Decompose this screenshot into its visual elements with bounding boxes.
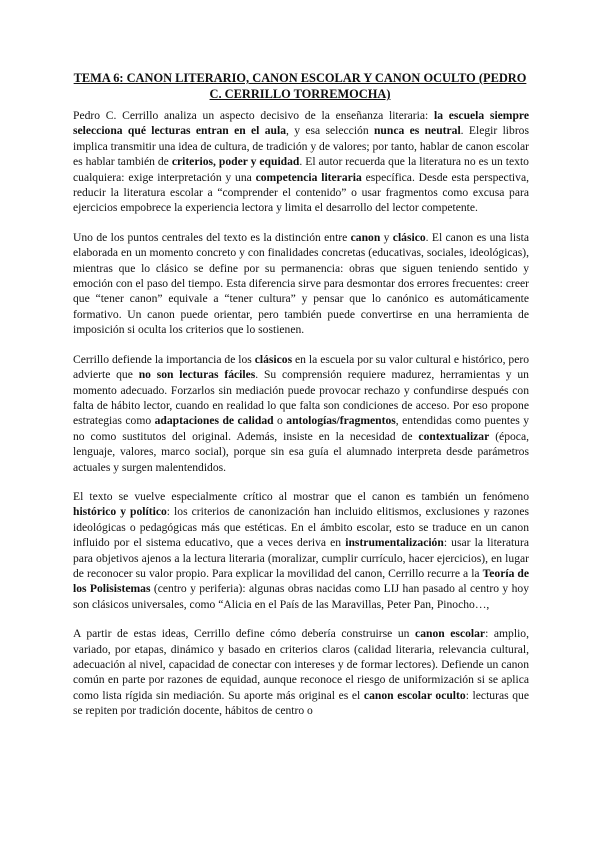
text-run: Pedro C. Cerrillo analiza un aspecto decisivo de la enseñanza literaria: — [73, 109, 434, 122]
paragraph-2 — [73, 230, 529, 338]
text-run: A partir de estas ideas, Cerrillo define cómo debería construirse un — [73, 627, 416, 641]
bold-phrase: Teoría de los Polisistemas — [73, 566, 529, 596]
bold-phrase: histórico y político — [73, 505, 167, 519]
text-run: en la escuela por su valor cultural e histórico, pero advierte que — [73, 352, 530, 382]
text-run: : lecturas que se repiten por tradición docente, hábitos de centro o — [73, 688, 529, 718]
paragraph-1 — [73, 108, 529, 216]
bold-phrase: canon escolar — [415, 627, 486, 641]
document-body — [73, 108, 529, 733]
bold-phrase: contextualizar — [418, 429, 490, 443]
text-run: Cerrillo defiende la importancia de los — [73, 352, 255, 366]
paragraph-3 — [73, 352, 529, 475]
text-run: El texto se vuelve especialmente crítico al mostrar que el canon es también un fenómeno — [73, 489, 529, 503]
bold-phrase: canon escolar oculto — [363, 688, 466, 702]
text-run: específica. Desde esta perspectiva, reducir la literatura escolar a “comprender el contenido” o usar fragmentos como excusa para ejercicios empobrece la experiencia lectora y limita el desarrollo del lector competente. — [73, 170, 529, 215]
title-line-2: C. CERRILLO TORREMOCHA) — [209, 87, 391, 101]
text-run: . Su comprensión requiere madurez, herramientas y un momento adecuado. Forzarlos sin mediación puede provocar rechazo y confundirse después con falta de hábito lector, cuando en realidad lo que falta son condiciones de acceso. Por eso propone estrategias como — [73, 368, 529, 428]
bold-phrase: antologías/fragmentos — [286, 414, 396, 428]
text-run: . El canon es una lista elaborada en un momento concreto y con finalidades concretas (educativas, sociales, ideológicas), mientras que lo clásico se define por su permanencia: obras que siguen teniendo sentido y emoción con el paso del tiempo. Esta diferencia sirve para desmontar dos errores frecuentes: creer que “tener canon” equivale a “tener cultura” y pensar que lo canónico es automáticamente formativo. Un canon puede orientar, pero también puede convertirse en una herramienta de imposición si oculta los criterios que lo sostienen. — [73, 230, 529, 337]
bold-phrase: nunca es neutral — [373, 124, 461, 138]
text-run: Uno de los puntos centrales del texto es la distinción entre — [73, 230, 351, 244]
document-title — [70, 70, 530, 102]
bold-phrase: no son lecturas fáciles — [138, 368, 256, 382]
text-run: y — [380, 230, 393, 244]
text-run: : los criterios de canonización han incluido elitismos, exclusiones y razones ideológicas o pedagógicas más que estéticas. En el ámbito escolar, esto se traduce en un canon influido por el sistema educativo, que a veces deriva en — [73, 505, 529, 550]
text-run: , y esa selección — [286, 124, 374, 138]
text-run: (centro y periferia): algunas obras nacidas como LIJ han pasado al centro y hoy son clásicos universales, como “Alicia en el País de las Maravillas, Peter Pan, Pinocho…, — [73, 582, 529, 611]
bold-phrase: clásicos — [254, 352, 293, 366]
bold-phrase: criterios, poder y equidad — [171, 155, 300, 169]
text-run: : usar la literatura para objetivos ajenos a la lectura literaria (moralizar, cumplir currículo, hacer ejercicios), en lugar de reconocer su valor propio. Para explicar la movilidad del canon, Cerrillo recurre a la — [73, 536, 529, 580]
bold-phrase: la escuela siempre selecciona qué lecturas entran en el aula — [73, 109, 529, 138]
bold-phrase: clásico — [392, 230, 426, 244]
bold-phrase: canon — [350, 230, 381, 244]
text-run: : amplio, variado, por etapas, dinámico y basado en criterios claros (calidad literaria, relevancia cultural, adecuación al nivel, capacidad de conectar con intereses y de formar lectores). Defiende un canon común en parte por razones de equidad, aunque reconoce el riesgo de uniformización si se aplica como lista rígida sin mediación. Su aporte más original es el — [73, 627, 529, 702]
bold-phrase: adaptaciones de calidad — [154, 414, 274, 428]
bold-phrase: instrumentalización — [345, 536, 444, 550]
paragraph-4 — [73, 489, 529, 612]
text-run: o — [273, 414, 287, 428]
text-run: (época, lenguaje, valores, marco social), porque sin esa guía el alumnado interpreta desde parámetros actuales y surgen malentendidos. — [73, 429, 529, 474]
text-run: , entendidas como puentes y no como sustitutos del original. Además, insiste en la necesidad de — [73, 414, 530, 443]
paragraph-5 — [73, 626, 529, 718]
text-run: . El autor recuerda que la literatura no es un texto cualquiera: exige interpretación y una — [73, 155, 529, 184]
bold-phrase: competencia literaria — [255, 170, 362, 184]
title-line-1: TEMA 6: CANON LITERARIO, CANON ESCOLAR Y CANON OCULTO (PEDRO — [73, 71, 527, 85]
text-run: . Elegir libros implica transmitir una idea de cultura, de tradición y de valores; por tanto, hablar de canon escolar es hablar también de — [73, 124, 529, 169]
